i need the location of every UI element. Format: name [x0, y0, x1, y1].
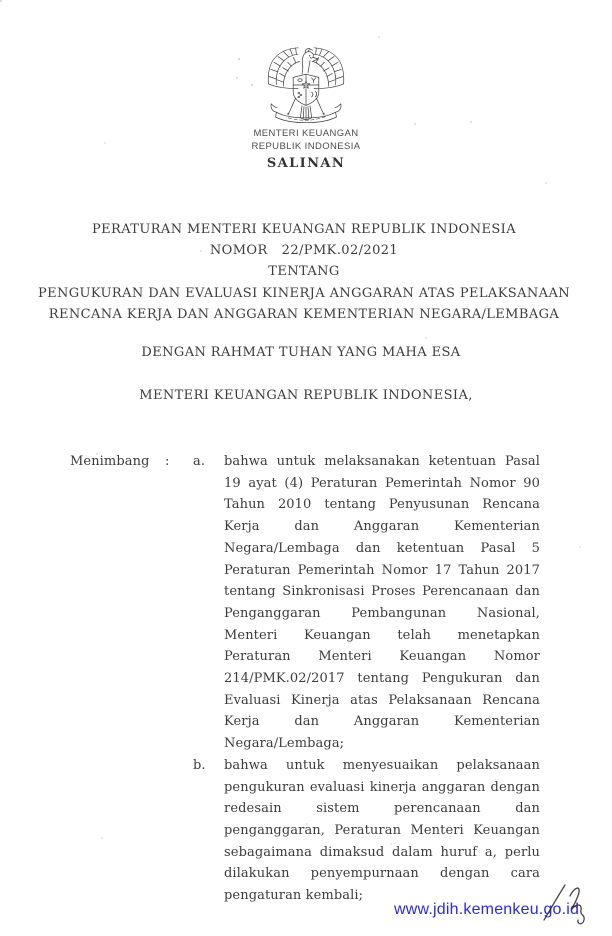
regulation-title-line1: PERATURAN MENTERI KEUANGAN REPUBLIK INDONESIA [91, 222, 516, 237]
item-a-marker: a. [193, 454, 206, 469]
authority-line: MENTERI KEUANGAN REPUBLIK INDONESIA, [139, 388, 473, 403]
ministry-line1: MENTERI KEUANGAN [253, 128, 359, 139]
item-b-text: bahwa untuk menyesuaikan pelaksanaan pengukuran evaluasi kinerja anggaran dengan redesain sistem perencanaan dan penganggaran, Peraturan Menteri Keuangan sebagaimana dimaksud dalam huruf a, perlu dilakukan penyempurnaan dengan cara pengaturan kembali; [224, 757, 540, 904]
nomor-value: 22/PMK.02/2021 [281, 243, 399, 259]
garuda-emblem-svg [266, 46, 346, 128]
handwritten-initials-mark [530, 872, 596, 930]
regulation-number-line [36, 240, 572, 261]
copy-label: SALINAN [266, 156, 346, 171]
tentang-label: TENTANG [268, 264, 340, 280]
considerations-separator: : [165, 454, 170, 469]
subject-line2: RENCANA KERJA DAN ANGGARAN KEMENTERIAN NEGARA/LEMBAGA [48, 306, 560, 322]
scan-noise [0, 0, 2, 2]
jdih-watermark-url: www.jdih.kemenkeu.go.id [394, 901, 580, 918]
ministry-line2: REPUBLIK INDONESIA [251, 140, 361, 152]
garuda-pancasila-emblem-icon [266, 46, 346, 128]
considerations-label: Menimbang [70, 454, 150, 469]
subject-line1: PENGUKURAN DAN EVALUASI KINERJA ANGGARAN ATAS PELAKSANAAN [37, 285, 571, 301]
nomor-label: NOMOR [209, 243, 268, 259]
invocation-line: DENGAN RAHMAT TUHAN YANG MAHA ESA [141, 345, 461, 360]
regulation-title-block [36, 219, 572, 325]
item-b-marker: b. [193, 757, 206, 773]
considerations-list [193, 451, 540, 907]
consideration-item-a [193, 451, 540, 755]
item-a-text: bahwa untuk melaksanakan ketentuan Pasal 19 ayat (4) Peraturan Pemerintah Nomor 90 Tahun 2010 tentang Penyusunan Rencana Kerja dan Anggaran Kementerian Negara/Lembaga dan ketentuan Pasal 5 Peraturan Pemerintah Nomor 17 Tahun 2017 tentang Sinkronisasi Proses Perencanaan dan Penganggaran Pembangunan Nasional, Menteri Keuangan telah menetapkan Peraturan Menteri Keuangan Nomor 214/PMK.02/2017 tentang Pengukuran dan Evaluasi Kinerja atas Pelaksanaan Rencana Kerja dan Anggaran Kementerian Negara/Lembaga; [224, 454, 540, 752]
handwritten-initials-svg [530, 872, 596, 930]
considerations-section [70, 451, 540, 907]
ministry-name-block [0, 128, 612, 153]
consideration-item-b [193, 755, 540, 907]
